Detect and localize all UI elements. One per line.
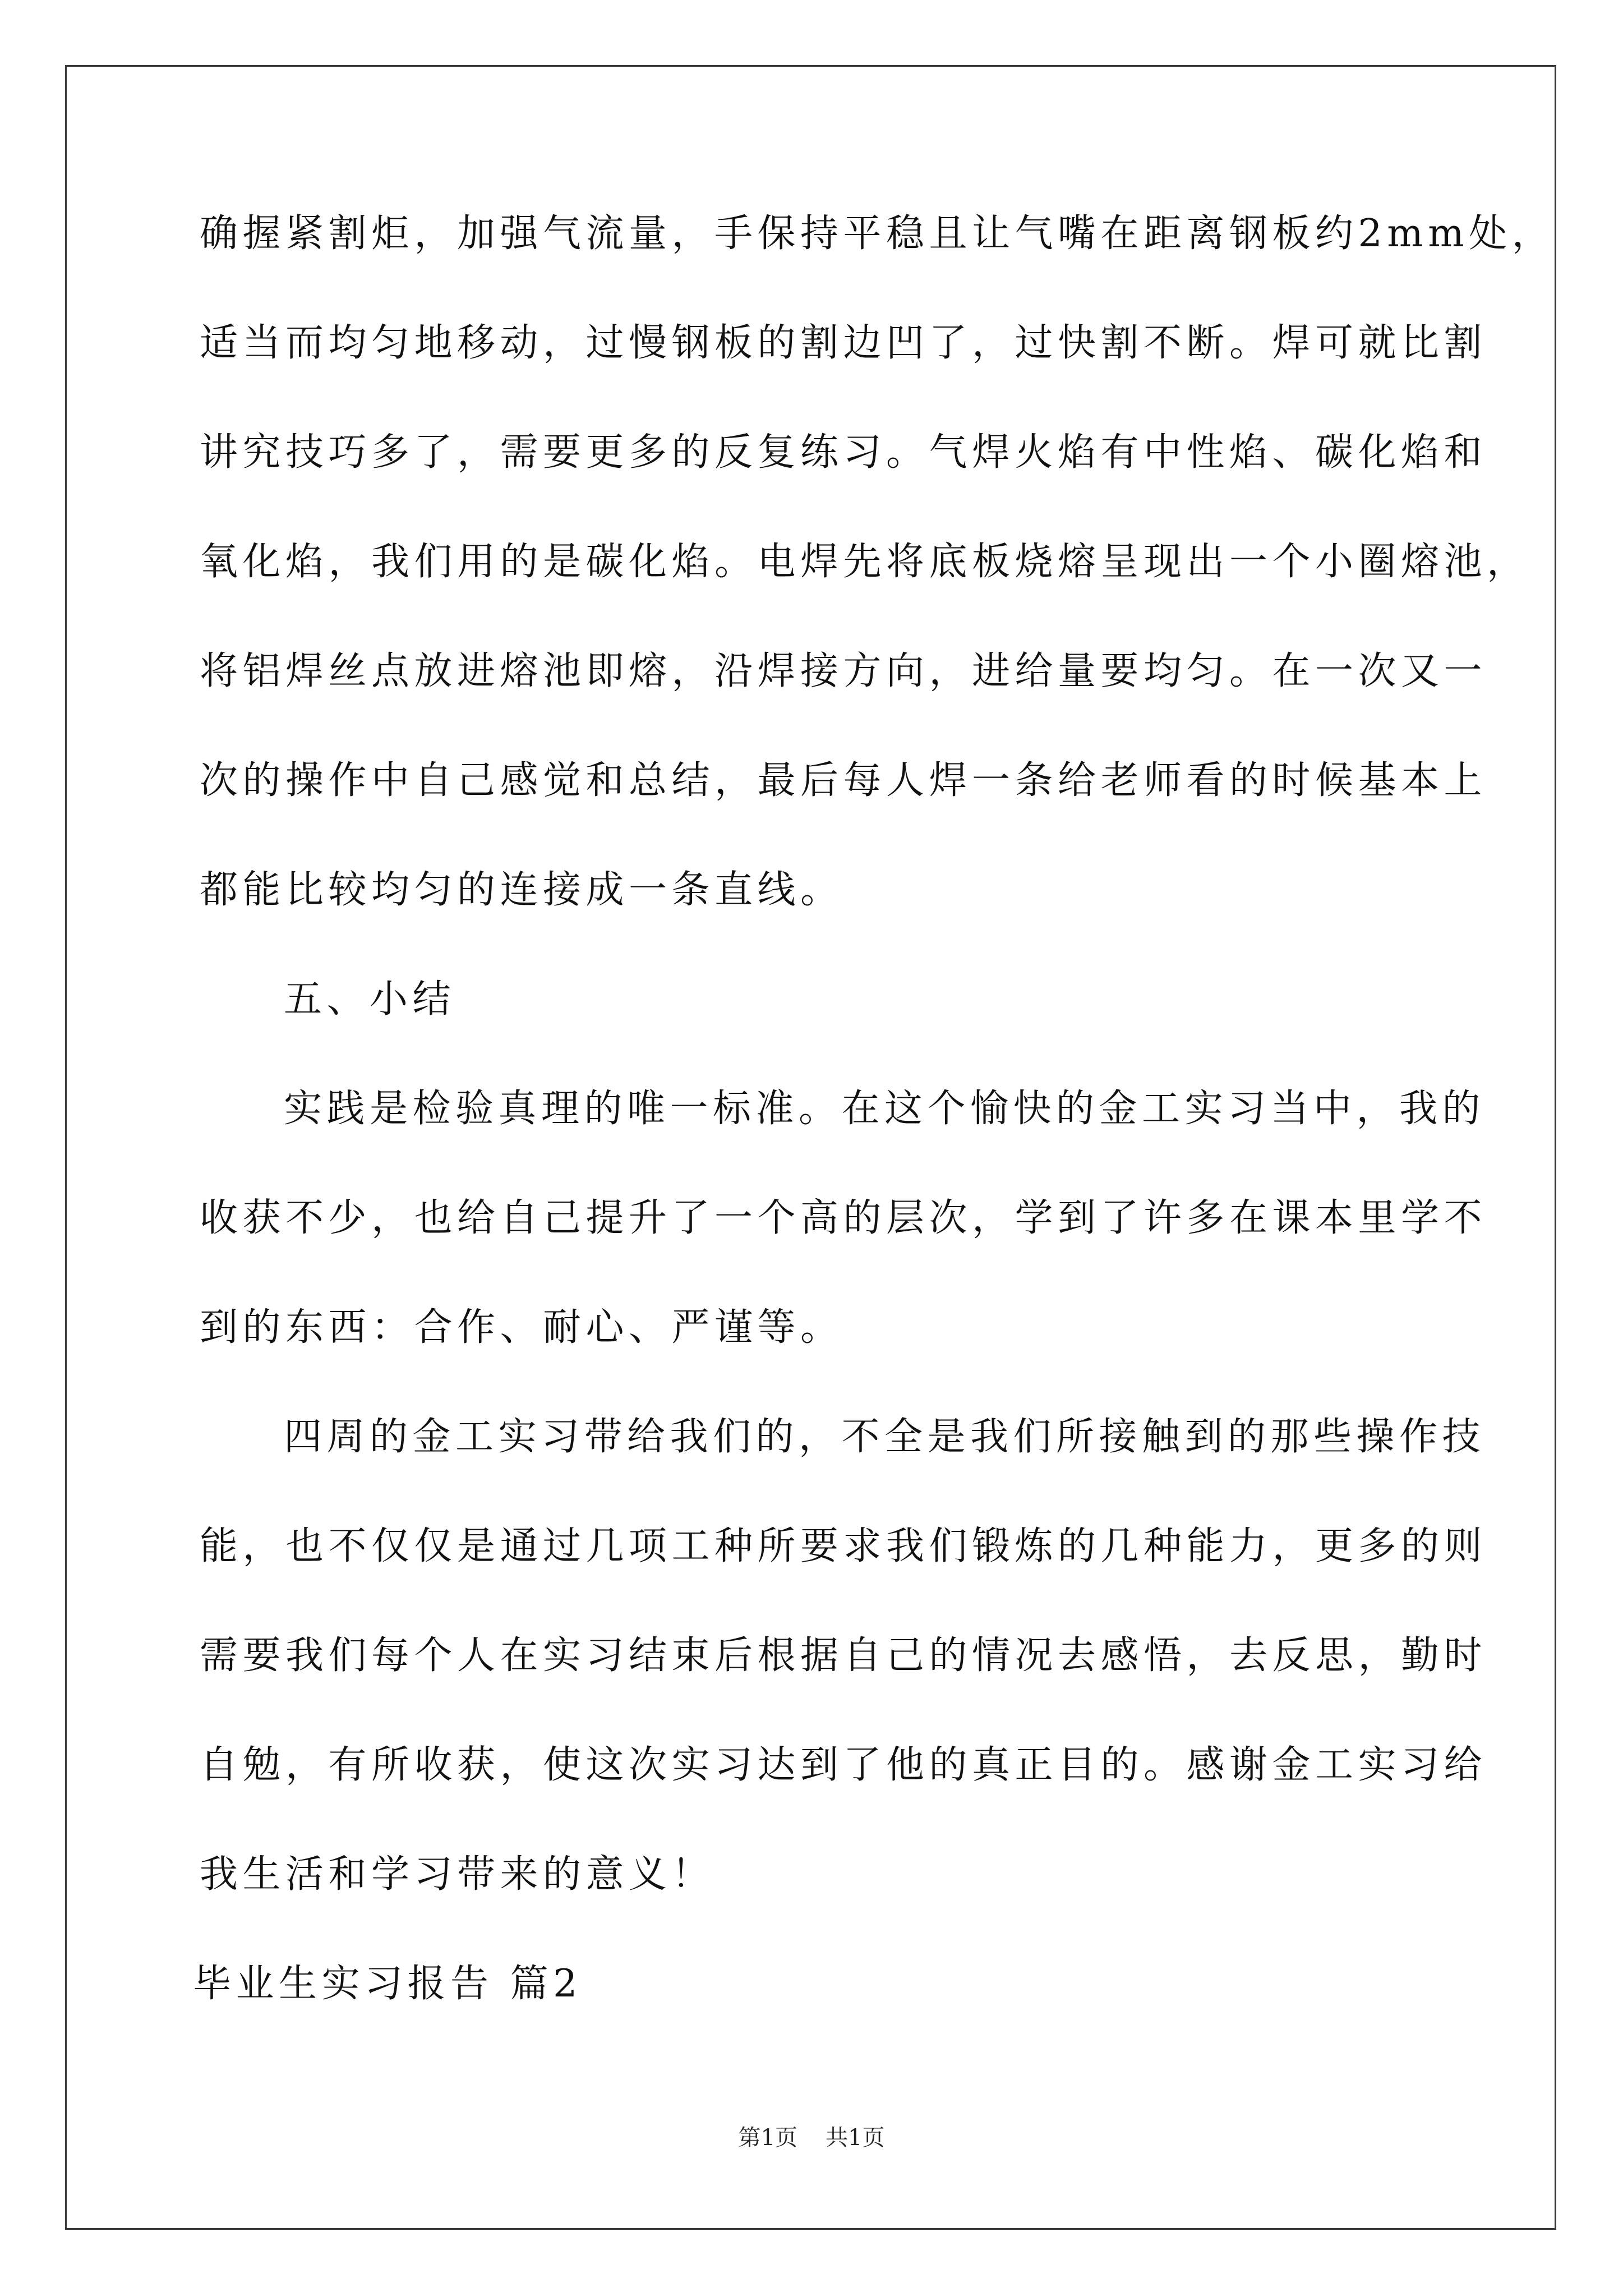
text-line: 确握紧割炬，加强气流量，手保持平稳且让气嘴在距离钢板约2mm处，: [200, 211, 1555, 256]
text-line: 需要我们每个人在实习结束后根据自己的情况去感悟，去反思，勤时: [200, 1634, 1487, 1678]
page-border: [65, 65, 1556, 2230]
text-line: 适当而均匀地移动，过慢钢板的割边凹了，过快割不断。焊可就比割: [200, 321, 1487, 365]
text-line: 实践是检验真理的唯一标准。在这个愉快的金工实习当中，我的: [284, 1087, 1486, 1131]
text-line: 氧化焰，我们用的是碳化焰。电焊先将底板烧熔呈现出一个小圈熔池，: [200, 540, 1530, 584]
section-heading: 五、小结: [284, 977, 456, 1022]
text-line: 能，也不仅仅是通过几项工种所要求我们锻炼的几种能力，更多的则: [200, 1524, 1487, 1568]
total-pages: 共1页: [826, 2125, 885, 2151]
text-line: 讲究技巧多了，需要更多的反复练习。气焊火焰有中性焰、碳化焰和: [200, 430, 1487, 475]
page-number: 第1页: [738, 2125, 797, 2151]
text-line: 自勉，有所收获，使这次实习达到了他的真正目的。感谢金工实习给: [200, 1743, 1487, 1787]
text-line: 四周的金工实习带给我们的，不全是我们所接触到的那些操作技: [284, 1415, 1486, 1459]
text-line: 都能比较均匀的连接成一条直线。: [200, 868, 843, 912]
text-line: 次的操作中自己感觉和总结，最后每人焊一条给老师看的时候基本上: [200, 758, 1487, 803]
text-line: 我生活和学习带来的意义！: [200, 1852, 715, 1897]
text-line: 收获不少，也给自己提升了一个高的层次，学到了许多在课本里学不: [200, 1196, 1487, 1240]
text-line: 将铝焊丝点放进熔池即熔，沿焊接方向，进给量要均匀。在一次又一: [200, 649, 1487, 693]
article-title: 毕业生实习报告 篇2: [193, 1962, 582, 2006]
page-footer: [0, 2124, 1623, 2152]
text-line: 到的东西：合作、耐心、严谨等。: [200, 1305, 843, 1350]
